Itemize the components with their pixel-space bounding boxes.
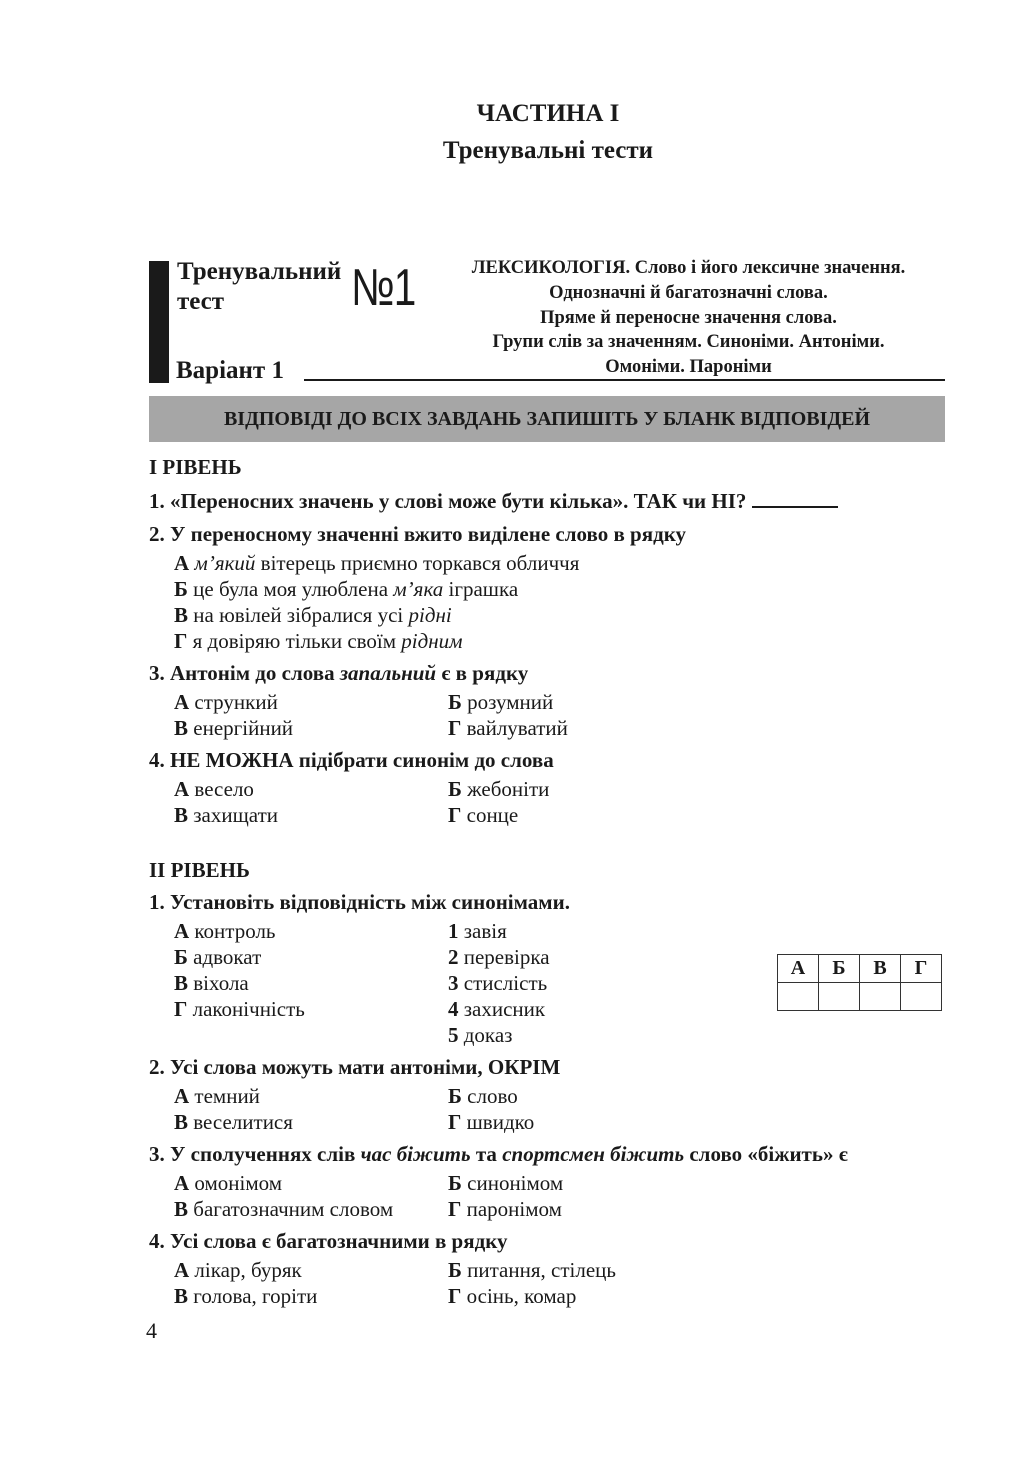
question-text: 1. «Переносних значень у слові може бути кілька». ТАК чи НІ? <box>149 489 747 513</box>
option-row <box>174 1171 282 1196</box>
option-letter: В <box>174 803 189 827</box>
question-2-4: 4. Усі слова є багатозначними в рядку <box>149 1229 508 1253</box>
option-text: доказ <box>463 1023 513 1047</box>
match-right-item <box>448 945 550 970</box>
option-text: вайлуватий <box>466 716 568 740</box>
topic-line: ЛЕКСИКОЛОГІЯ. Слово і його лексичне значення. <box>471 258 906 278</box>
option-letter: Г <box>448 716 462 740</box>
option-letter: Г <box>448 1284 462 1308</box>
option-text: енергійний <box>193 716 294 740</box>
option-letter: Г <box>174 997 188 1021</box>
option-row <box>174 1258 302 1283</box>
question-1-4: 4. НЕ МОЖНА підібрати синонім до слова <box>149 748 554 772</box>
question-1-3 <box>149 661 528 686</box>
test-number: №1 <box>351 259 416 317</box>
question-2-2: 2. Усі слова можуть мати антоніми, ОКРІМ <box>149 1055 561 1079</box>
grid-header: В <box>860 955 901 983</box>
option-row <box>174 551 579 576</box>
option-text: вітерець приємно торкався обличчя <box>255 551 580 575</box>
answer-blank[interactable] <box>752 488 838 508</box>
option-row <box>448 716 568 741</box>
option-text: лаконічність <box>192 997 305 1021</box>
option-letter: Б <box>448 1084 462 1108</box>
option-text: захисник <box>463 997 546 1021</box>
option-letter: В <box>174 1197 189 1221</box>
topic-line: Групи слів за значенням. Синоніми. Антоніми. <box>492 332 885 352</box>
option-text: завія <box>463 919 507 943</box>
option-text: багатозначним словом <box>193 1197 394 1221</box>
match-right-item <box>448 919 507 944</box>
option-letter: Б <box>448 1258 462 1282</box>
option-row <box>448 690 553 715</box>
option-row <box>174 629 463 654</box>
highlighted-word: рідні <box>408 603 452 627</box>
option-letter: А <box>174 919 190 943</box>
grid-answer-cell[interactable] <box>860 983 901 1011</box>
header-underline <box>304 379 945 381</box>
question-text: та <box>470 1142 503 1166</box>
question-text: слово «біжить» є <box>684 1142 848 1166</box>
page-number: 4 <box>146 1318 157 1343</box>
match-left-item <box>174 919 276 944</box>
option-letter: Б <box>448 1171 462 1195</box>
option-number: 3 <box>448 971 459 995</box>
option-letter: А <box>174 1258 190 1282</box>
option-letter: Г <box>448 1110 462 1134</box>
highlighted-word: м’який <box>194 551 256 575</box>
option-text: слово <box>467 1084 518 1108</box>
option-letter: В <box>174 971 189 995</box>
option-text: синонімом <box>467 1171 564 1195</box>
option-row <box>174 1197 393 1222</box>
option-row <box>448 777 549 802</box>
option-row <box>174 577 518 602</box>
option-text: адвокат <box>193 945 262 969</box>
option-letter: Г <box>448 803 462 827</box>
grid-answer-cell[interactable] <box>901 983 942 1011</box>
option-text: паронімом <box>466 1197 562 1221</box>
option-letter: В <box>174 603 189 627</box>
topic-line: Омоніми. Пароніми <box>605 357 772 377</box>
option-row <box>174 777 254 802</box>
option-letter: Б <box>174 577 188 601</box>
option-letter: А <box>174 1084 190 1108</box>
option-row <box>174 690 278 715</box>
option-text: темний <box>194 1084 260 1108</box>
highlighted-word: м’яка <box>393 577 444 601</box>
option-row <box>448 1258 616 1283</box>
question-text: є в рядку <box>436 661 529 685</box>
grid-answer-cell[interactable] <box>819 983 860 1011</box>
match-right-item <box>448 997 545 1022</box>
instruction-banner: ВІДПОВІДІ ДО ВСІХ ЗАВДАНЬ ЗАПИШІТЬ У БЛАНК ВІДПОВІДЕЙ <box>149 396 945 442</box>
highlighted-word: рідним <box>401 629 463 653</box>
option-number: 2 <box>448 945 459 969</box>
option-row <box>174 1110 293 1135</box>
option-row <box>448 1171 563 1196</box>
match-right-item <box>448 971 547 996</box>
option-letter: А <box>174 690 190 714</box>
option-text: віхола <box>193 971 249 995</box>
topic-line: Однозначні й багатозначні слова. <box>549 283 828 303</box>
grid-header: А <box>778 955 819 983</box>
option-row <box>174 1084 260 1109</box>
option-text: осінь, комар <box>466 1284 577 1308</box>
option-text: я довіряю тільки своїм <box>192 629 402 653</box>
option-text: стрункий <box>194 690 278 714</box>
option-row <box>448 1110 534 1135</box>
option-text: перевірка <box>463 945 550 969</box>
option-text: весело <box>194 777 254 801</box>
question-1-1 <box>149 488 838 514</box>
option-text: захищати <box>193 803 278 827</box>
question-2-3 <box>149 1142 848 1167</box>
option-letter: Г <box>174 629 188 653</box>
option-text: іграшка <box>443 577 519 601</box>
option-letter: Б <box>174 945 188 969</box>
option-letter: В <box>174 1284 189 1308</box>
option-text: лікар, буряк <box>194 1258 302 1282</box>
option-row <box>174 716 293 741</box>
option-text: на ювілей зібралися усі <box>193 603 409 627</box>
part-title: ЧАСТИНА І <box>476 100 620 127</box>
header-side-bar <box>149 261 169 383</box>
grid-header: Б <box>819 955 860 983</box>
test-label-line2: тест <box>177 288 225 315</box>
question-text: 3. У сполученнях слів <box>149 1142 361 1166</box>
option-row <box>448 1084 518 1109</box>
test-label-line1: Тренувальний <box>177 258 342 285</box>
option-text: стислість <box>463 971 548 995</box>
question-1-2: 2. У переносному значенні вжито виділене слово в рядку <box>149 522 687 546</box>
option-row <box>174 1284 317 1309</box>
option-text: сонце <box>466 803 519 827</box>
option-row <box>174 803 278 828</box>
question-2-1: 1. Установіть відповідність між синонімами. <box>149 890 570 914</box>
option-letter: Г <box>448 1197 462 1221</box>
highlighted-phrase: час біжить <box>360 1142 471 1166</box>
option-letter: Б <box>448 777 462 801</box>
level-1-title: І РІВЕНЬ <box>149 455 242 479</box>
option-text: це була моя улюблена <box>193 577 394 601</box>
option-row <box>174 603 452 628</box>
option-number: 4 <box>448 997 459 1021</box>
answer-grid <box>777 954 942 1011</box>
option-text: жебоніти <box>467 777 550 801</box>
option-number: 1 <box>448 919 459 943</box>
part-subtitle: Тренувальні тести <box>442 137 654 164</box>
option-text: голова, горіти <box>193 1284 318 1308</box>
option-number: 5 <box>448 1023 459 1047</box>
option-letter: В <box>174 716 189 740</box>
option-row <box>448 1197 562 1222</box>
option-text: питання, стілець <box>467 1258 616 1282</box>
option-text: швидко <box>466 1110 535 1134</box>
option-letter: А <box>174 777 190 801</box>
option-letter: В <box>174 1110 189 1134</box>
match-right-item <box>448 1023 512 1048</box>
option-text: омонімом <box>194 1171 283 1195</box>
option-text: контроль <box>194 919 276 943</box>
variant-label: Варіант 1 <box>176 357 284 384</box>
highlighted-word: запальний <box>339 661 437 685</box>
option-letter: А <box>174 551 190 575</box>
level-2-title: ІІ РІВЕНЬ <box>149 858 250 882</box>
match-left-item <box>174 945 261 970</box>
option-letter: А <box>174 1171 190 1195</box>
match-left-item <box>174 997 305 1022</box>
option-row <box>448 1284 576 1309</box>
option-text: розумний <box>467 690 554 714</box>
option-letter: Б <box>448 690 462 714</box>
option-text: веселитися <box>193 1110 293 1134</box>
option-row <box>448 803 518 828</box>
match-left-item <box>174 971 249 996</box>
grid-header: Г <box>901 955 942 983</box>
grid-answer-cell[interactable] <box>778 983 819 1011</box>
highlighted-phrase: спортсмен біжить <box>502 1142 685 1166</box>
question-text: 3. Антонім до слова <box>149 661 340 685</box>
topic-line: Пряме й переносне значення слова. <box>540 308 837 328</box>
